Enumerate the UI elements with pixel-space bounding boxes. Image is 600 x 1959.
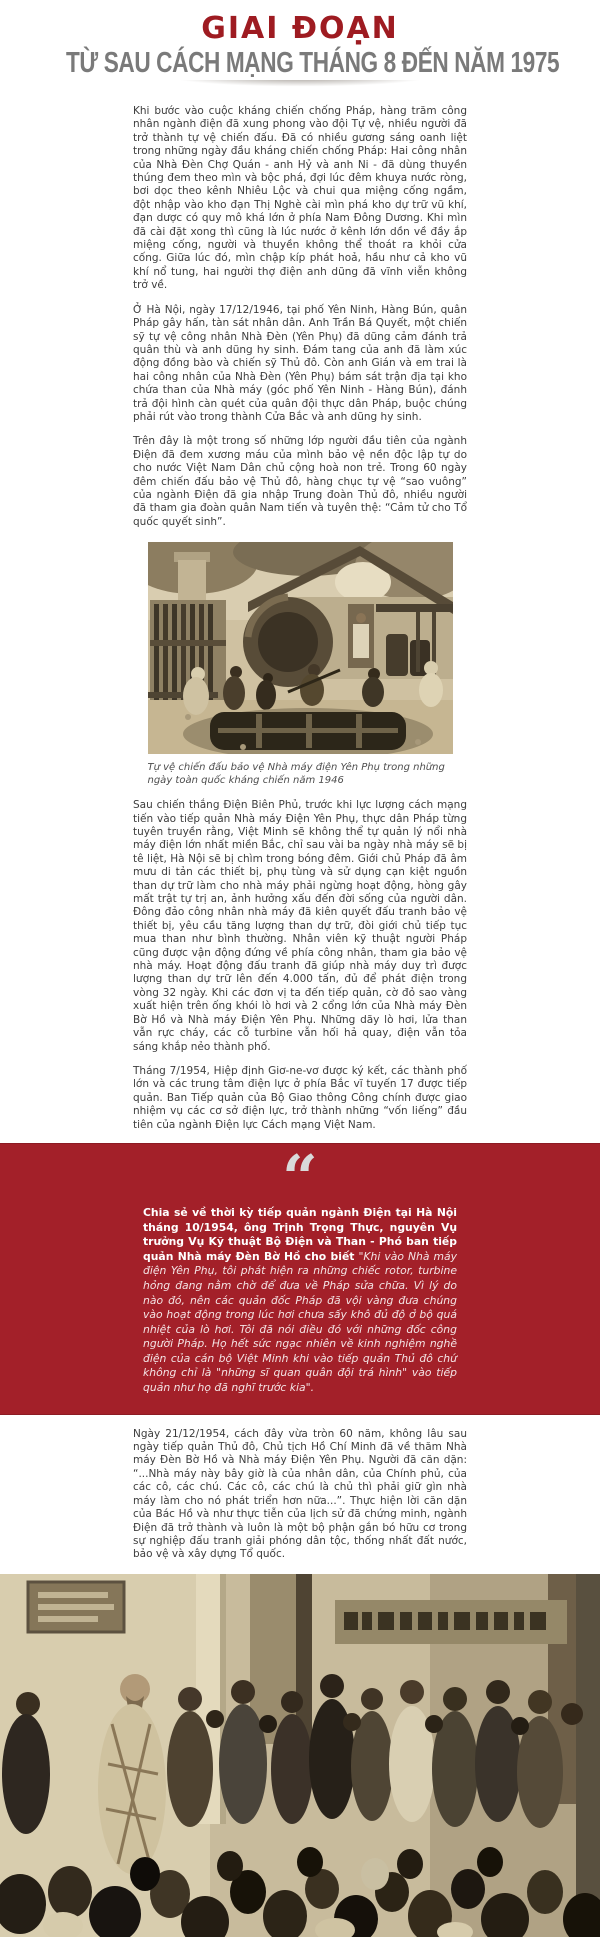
paragraph-mid-1: Sau chiến thắng Điện Biên Phủ, trước khi lực lượng cách mạng tiến vào tiếp quản Nhà máy Điện Yên Phụ, thực dân Pháp từng tuyên truyền rằng, Việt Minh sẽ không thể tự quản lý nổi nhà máy điện lớn nhất miền Bắc, chỉ sau vài ba ngày nhà máy sẽ bị tê liệt, Hà Nội sẽ bị chìm trong bóng đêm. Giới chủ Pháp đã âm mưu di tản các thiết bị, phụ tùng và sử dụng cạn kiệt nguồn than dự trữ làm cho nhà máy phải ngừng hoạt động, hòng gây mất trật tự trị an, ảnh hưởng xấu đến đời sống của người dân. Đông đảo công nhân nhà máy đã kiên quyết đấu tranh bảo vệ thiết bị, yêu cầu tăng lượng than dự trữ, đòi giới chủ tiếp tục mua than như bình thường. Nhân viên kỹ thuật người Pháp cũng được vận động đứng về phía công nhân, tham gia bảo vệ nhà máy. Hoạt động đấu tranh đã giúp nhà máy duy trì được lượng than dự trữ lên đến 4.000 tấn, đủ để phát điện trong vòng 32 ngày. Khi các đơn vị ta đến tiếp quản, cờ đỏ sao vàng xuất hiện trên ống khói lò hơi và 2 cổng lớn của Nhà máy Đèn Bờ Hồ và Nhà máy Điện Yên Phụ. Những dãy lò hơi, lửa than vẫn rực cháy, các cỗ turbine vẫn hối hả quay, điện vẫn tỏa sáng khắp nẻo thành phố. [133, 799, 467, 1053]
figure-hcm-visit-photo [0, 1574, 600, 1937]
paragraph-closing-1: Ngày 21/12/1954, cách đây vừa tròn 60 năm, không lâu sau ngày tiếp quản Thủ đô, Chủ tịch Hồ Chí Minh đã về thăm Nhà máy Đèn Bờ Hồ và Nhà máy Điện Yên Phụ. Người đã căn dặn: “...Nhà máy này bây giờ là của nhân dân, của Chính phủ, của các cô, các chú. Các cô, các chú là chủ thì phải giữ gìn nhà máy làm cho nó phát triển hơn nữa...”. Thực hiện lời căn dặn của Bác Hồ và như thực tiễn của lịch sử đã chứng minh, ngành Điện đã trở thành và luôn là một bộ phận gắn bó hữu cơ trong sự nghiệp đấu tranh giải phóng dân tộc, thống nhất đất nước, bảo vệ và xây dựng Tổ quốc. [133, 1427, 467, 1561]
page-title: GIAI ĐOẠN [201, 11, 399, 46]
paragraph-intro-3: Trên đây là một trong số những lớp người đầu tiên của ngành Điện đã đem xương máu của mình bảo vệ nền độc lập tự do cho nước Việt Nam Dân chủ cộng hoà non trẻ. Trong 60 ngày đêm chiến đấu bảo vệ Thủ đô, hàng chục tự vệ “sao vuông” của ngành Điện đã gia nhập Trung đoàn Thủ đô, nhiều người đã tham gia đoàn quân Nam tiến và tuyên thệ: “Cảm tử cho Tổ quốc quyết sinh”. [133, 435, 467, 528]
photo-ho-chi-minh-visit-image [0, 1574, 600, 1937]
paragraph-mid-2: Tháng 7/1954, Hiệp định Giơ-ne-vơ được ký kết, các thành phố lớn và các trung tâm điện lực ở phía Bắc vĩ tuyến 17 được tiếp quản. Ban Tiếp quản của Bộ Giao thông Công chính được giao nhiệm vụ các cơ sở điện lực, trở thành những “vốn liếng” đầu tiên của ngành Điện lực Cách mạng Việt Nam. [133, 1064, 467, 1131]
quote-block [0, 1140, 600, 1415]
quote-lead: Chia sẻ về thời kỳ tiếp quản ngành Điện tại Hà Nội tháng 10/1954, ông Trịnh Trọng Thực, nguyên Vụ trưởng Vụ Kỹ thuật Bộ Điện và Than - Phó ban tiếp quản Nhà máy Đèn Bờ Hồ cho biết [143, 1205, 457, 1263]
article-header [0, 0, 600, 95]
quote-body: "Khi vào Nhà máy điện Yên Phụ, tôi phát hiện ra những chiếc rotor, turbine hỏng đang nằm chờ để đưa về Pháp sửa chữa. Vì lý do nào đó, nên các quản đốc Pháp đã vội vàng đưa chúng vào hoạt động trong lúc hơi chưa sấy khô đủ độ ở bộ quá nhiệt của lò hơi. Tôi đã nói điều đó với những đốc công người Pháp. Họ hết sức ngạc nhiên về kinh nghiệm nghề điện của cán bộ Việt Minh khi vào tiếp quản Thủ đô chứ không chỉ là "những sĩ quan quân đội trá hình" vào tiếp quản như họ đã nghĩ trước kia". [143, 1249, 457, 1395]
article-body-closing [133, 1428, 467, 1562]
paragraph-intro-2: Ở Hà Nội, ngày 17/12/1946, tại phố Yên Ninh, Hàng Bún, quân Pháp gây hấn, tàn sát nhân dân. Anh Trần Bá Quyết, một chiến sỹ tự vệ công nhân Nhà Đèn (Yên Phụ) đã dũng cảm đánh trả quân thù và anh dũng hy sinh. Đám tang của anh đã làm xúc động đồng bào và chiến sỹ Thủ đô. Còn anh Gián và em trai là hai công nhân của Nhà Đèn (Yên Phụ) bám sát trận địa tại kho chứa than của Nhà máy (góc phố Yên Ninh - Hàng Bún), đánh trả đội hình càn quét của quân đội thực dân Pháp, buộc chúng phải rút vào trong thành Cửa Bắc và anh dũng hy sinh. [133, 303, 467, 423]
quote-paragraph [143, 1206, 457, 1396]
page-subtitle: TỪ SAU CÁCH MẠNG THÁNG 8 ĐẾN NĂM 1975 [66, 47, 560, 79]
photo-militia-1946-image [148, 542, 453, 754]
photo-caption: Tự vệ chiến đấu bảo vệ Nhà máy điện Yên Phụ trong những ngày toàn quốc kháng chiến năm 1946 [147, 762, 445, 787]
article-body [133, 105, 467, 1132]
figure-militia-photo [148, 542, 453, 787]
title-shadow-divider [135, 80, 465, 95]
quote-icon: “ [282, 1140, 318, 1214]
paragraph-intro-1: Khi bước vào cuộc kháng chiến chống Pháp, hàng trăm công nhân ngành điện đã xung phong vào đội Tự vệ, nhiều người đã trở thành tự vệ chiến đấu. Đã có nhiều gương sáng oanh liệt trong những ngày đầu kháng chiến chống Pháp: Hai công nhân của Nhà Đèn Chợ Quán - anh Hỷ và anh Ni - đã dùng thuyền thúng đem theo mìn và bộc phá, đợi lúc đêm khuya nước ròng, bơi dọc theo kênh Nhiêu Lộc và chui qua miệng cống ngầm, đột nhập vào kho đạn Thị Nghè cài mìn phá kho dự trữ vũ khí, đạn dược có quy mô khá lớn ở phía Nam Đông Dương. Khi mìn đã cài đặt xong thì cũng là lúc nước ở kênh lớn dồn về đầy ắp miệng cống, người và thuyền không thể thoát ra khỏi cửa cống. Giữa lúc đó, mìn chập kíp phát hoả, hầu như cả kho vũ khí nổ tung, hai người thợ điện anh dũng đã vĩnh viễn không trở về. [133, 105, 467, 292]
